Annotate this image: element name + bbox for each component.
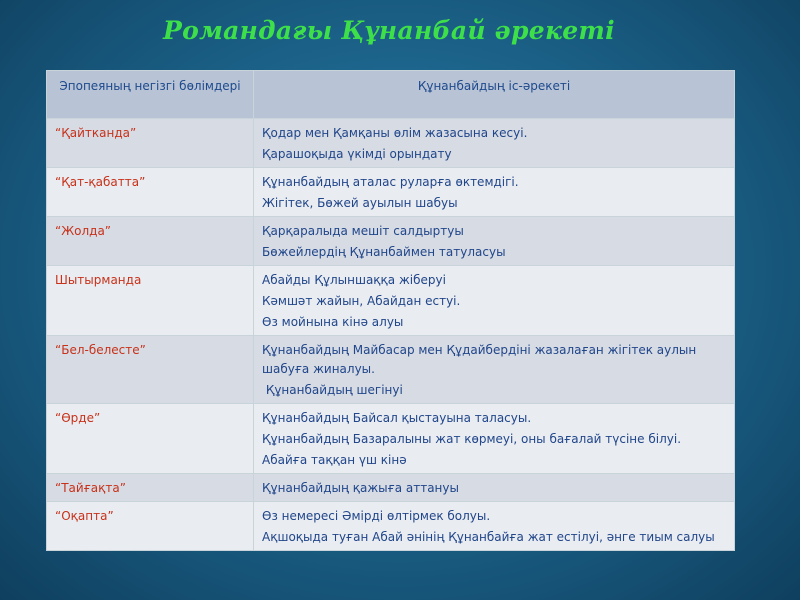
- table-row: [47, 217, 735, 266]
- action-cell: [254, 119, 735, 168]
- action-cell: [254, 336, 735, 404]
- table-row: [47, 502, 735, 551]
- action-line: Абайды Құлыншаққа жіберуі: [262, 273, 446, 287]
- action-line: Кәмшәт жайын, Абайдан естуі.: [262, 294, 461, 308]
- part-cell: “Оқапта”: [47, 502, 254, 551]
- table-row: [47, 336, 735, 404]
- action-line: Бөжейлердің Құнанбаймен татуласуы: [262, 245, 506, 259]
- content-table: [46, 70, 735, 551]
- table-header-row: [47, 71, 735, 119]
- action-line: Құнанбайдың қажыға аттануы: [262, 481, 459, 495]
- action-cell: [254, 502, 735, 551]
- action-line: Құнанбайдың Байсал қыстауына таласуы.: [262, 411, 532, 425]
- action-line: Өз мойнына кінә алуы: [262, 315, 404, 329]
- part-cell: “Өрде”: [47, 404, 254, 474]
- slide-title: Романдағы Құнанбай әрекеті: [163, 16, 615, 45]
- action-line: Ақшоқыда туған Абай әнінің Құнанбайға жат естілуі, әнге тиым салуы: [262, 530, 715, 544]
- part-cell: “Бел-белесте”: [47, 336, 254, 404]
- header-actions: Құнанбайдың іс-әрекеті: [254, 71, 735, 119]
- action-line: Құнанбайдың Майбасар мен Құдайбердіні жазалаған жігітек аулын шабуға жиналуы.: [262, 343, 697, 376]
- part-cell: Шытырманда: [47, 266, 254, 336]
- part-cell: “Қат-қабатта”: [47, 168, 254, 217]
- part-cell: “Қайтканда”: [47, 119, 254, 168]
- part-cell: “Тайғақта”: [47, 474, 254, 502]
- table-row: [47, 266, 735, 336]
- action-line: Құнанбайдың аталас руларға өктемдігі.: [262, 175, 519, 189]
- table-row: [47, 474, 735, 502]
- action-cell: [254, 217, 735, 266]
- action-line: Қарқаралыда мешіт салдыртуы: [262, 224, 464, 238]
- part-cell: “Жолда”: [47, 217, 254, 266]
- action-line: Жігітек, Бөжей ауылын шабуы: [262, 196, 458, 210]
- action-line: Қодар мен Қамқаны өлім жазасына кесуі.: [262, 126, 528, 140]
- action-line: Абайға таққан үш кінә: [262, 453, 407, 467]
- header-parts: Эпопеяның негізгі бөлімдері: [47, 71, 254, 119]
- action-line: Құнанбайдың шегінуі: [262, 383, 403, 397]
- action-line: Құнанбайдың Базаралыны жат көрмеуі, оны бағалай түсіне білуі.: [262, 432, 682, 446]
- action-cell: [254, 474, 735, 502]
- action-line: Өз немересі Әмірді өлтірмек болуы.: [262, 509, 491, 523]
- table-row: [47, 119, 735, 168]
- table-row: [47, 168, 735, 217]
- action-cell: [254, 266, 735, 336]
- action-cell: [254, 168, 735, 217]
- action-line: Қарашоқыда үкімді орындату: [262, 147, 452, 161]
- table-row: [47, 404, 735, 474]
- action-cell: [254, 404, 735, 474]
